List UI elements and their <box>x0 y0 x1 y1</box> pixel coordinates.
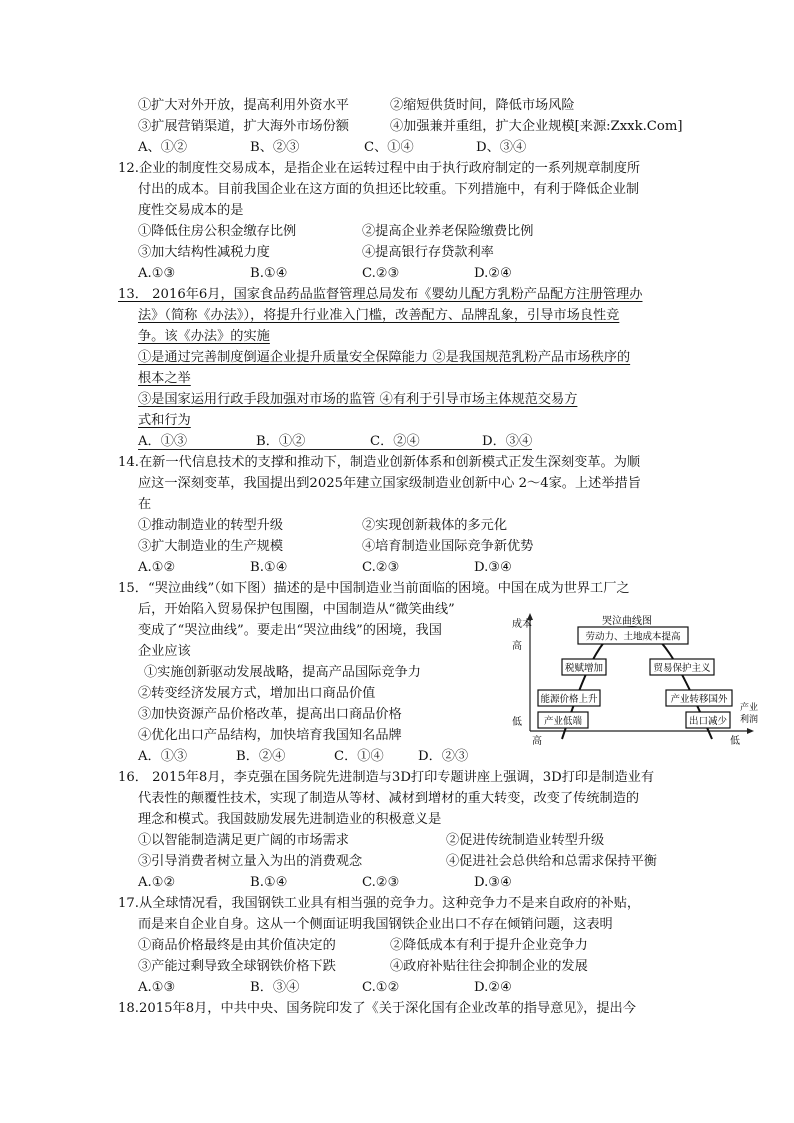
q17-stem-line-2: 而是来自企业自身。这从一个侧面证明我国钢铁企业出口不存在倾销问题，这表明 <box>138 917 613 932</box>
q12-choice-c: C.②③ <box>362 266 400 281</box>
q11-choice-d: D、③④ <box>476 140 527 155</box>
q12-choice-d: D.②④ <box>474 266 512 281</box>
q13-choice-c: C．②④ <box>370 434 420 449</box>
q16-option-2: ②促进传统制造业转型升级 <box>446 833 605 848</box>
q12-stem-line-1: 12.企业的制度性交易成本，是指企业在运转过程中由于执行政府制定的一系列规章制度所 <box>118 161 641 176</box>
q16-option-1: ①以智能制造满足更广阔的市场需求 <box>138 833 349 848</box>
q14-stem-line-2: 应这一深刻变革，我国提出到2025年建立国家级制造业创新中心 2～4家。上述举措旨 <box>138 476 641 491</box>
q13-choice-b: B．①② <box>256 434 306 449</box>
q13-choices-underline <box>138 449 532 450</box>
q17-option-1: ①商品价格最终是由其价值决定的 <box>138 938 336 953</box>
q16-stem-line-1: 16． 2015年8月，李克强在国务院先进制造与3D打印专题讲座上强调，3D打印是制造业有 <box>118 770 655 785</box>
q17-option-2: ②降低成本有利于提升企业竞争力 <box>390 938 588 953</box>
box-energy-price-label: 能源价格上升 <box>540 694 598 705</box>
q11-choice-a: A、①② <box>138 140 188 155</box>
q17-option-3: ③产能过剩导致全球钢铁价格下跌 <box>138 959 336 974</box>
q17-option-4: ④政府补贴往往会抑制企业的发展 <box>390 959 588 974</box>
box-low-end-industry-label: 产业低端 <box>543 716 583 727</box>
x-axis-low: 低 <box>730 736 740 747</box>
q13-option-line-4: 式和行为 <box>138 413 191 428</box>
q14-option-1: ①推动制造业的转型升级 <box>138 518 284 533</box>
q16-stem-line-3: 理念和模式。我国鼓励发展先进制造业的积极意义是 <box>138 812 442 827</box>
box-tax-increase-label: 税赋增加 <box>564 663 604 674</box>
q15-stem-line-1: 15．“哭泣曲线”（如下图）描述的是中国制造业当前面临的困境。中国在成为世界工厂之 <box>118 581 630 596</box>
q12-option-2: ②提高企业养老保险缴费比例 <box>362 224 534 239</box>
q11-option-2: ②缩短供货时间，降低市场风险 <box>390 98 575 113</box>
q14-option-3: ③扩大制造业的生产规模 <box>138 539 284 554</box>
q18-stem-line-1: 18.2015年8月，中共中央、国务院印发了《关于深化国有企业改革的指导意见》，提出今 <box>118 1001 636 1016</box>
q17-choice-a: A.①③ <box>138 980 176 995</box>
q11-option-1: ①扩大对外开放，提高利用外资水平 <box>138 98 349 113</box>
box-labor-land-cost-label: 劳动力、土地成本提高 <box>585 631 681 643</box>
x-axis-arrow <box>747 728 754 734</box>
q15-option-1: ①实施创新驱动发展战略，提高产品国际竞争力 <box>144 665 421 680</box>
q16-choice-d: D.③④ <box>474 875 512 890</box>
x-axis-label-2: 利润 <box>740 715 759 725</box>
q17-choice-d: D.②④ <box>474 980 512 995</box>
q12-stem-line-3: 度性交易成本的是 <box>138 203 244 218</box>
q17-stem-line-1: 17.从全球情况看，我国钢铁工业具有相当强的竞争力。这种竞争力不是来自政府的补贴， <box>118 896 641 911</box>
q15-stem-line-3: 变成了“哭泣曲线”。要走出“哭泣曲线”的困境，我国 <box>138 623 442 638</box>
q11-choice-b: B、②③ <box>250 140 300 155</box>
box-export-decrease-label: 出口减少 <box>688 716 728 727</box>
q17-choice-c: C.①② <box>362 980 400 995</box>
q15-stem-line-2: 后，开始陷入贸易保护包围圈，中国制造从“微笑曲线” <box>138 602 455 617</box>
q13-option-line-1: ①是通过完善制度倒逼企业提升质量安全保障能力 ②是我国规范乳粉产品市场秩序的 <box>138 350 631 365</box>
box-industry-transfer-label: 产业转移国外 <box>670 694 728 705</box>
q11-option-4: ④加强兼并重组，扩大企业规模[来源:Zxxk.Com] <box>390 119 683 134</box>
q12-option-1: ①降低住房公积金缴存比例 <box>138 224 297 239</box>
q15-choice-d: D．②③ <box>418 749 469 764</box>
x-axis-high: 高 <box>532 736 542 747</box>
x-axis-label-1: 产业 <box>740 703 759 713</box>
y-axis-low: 低 <box>512 717 522 728</box>
q15-choice-c: C．①④ <box>334 749 384 764</box>
q14-stem-line-3: 在 <box>138 497 152 512</box>
q16-stem-line-2: 代表性的颠覆性技术，实现了制造从等材、减材到增材的重大转变，改变了传统制造的 <box>138 791 640 806</box>
q12-stem-line-2: 付出的成本。目前我国企业在这方面的负担还比较重。下列措施中，有利于降低企业制 <box>138 182 640 197</box>
q16-choice-b: B.①④ <box>250 875 288 890</box>
q14-choice-c: C.②③ <box>362 560 400 575</box>
q15-option-3: ③加快资源产品价格改革，提高出口商品价格 <box>138 707 402 722</box>
q12-option-4: ④提高银行存贷款利率 <box>362 245 494 260</box>
q16-option-3: ③引导消费者树立量入为出的消费观念 <box>138 854 363 869</box>
q13-stem-line-2: 法》（简称《办法》），将提升行业准入门槛，改善配方、品牌乱象，引导市场良性竞 <box>138 308 620 323</box>
q12-choice-b: B.①④ <box>250 266 288 281</box>
q11-choice-c: C、①④ <box>364 140 414 155</box>
q16-choice-c: C.②③ <box>362 875 400 890</box>
diagram-title: 哭泣曲线图 <box>602 616 652 627</box>
q16-choice-a: A.①② <box>138 875 176 890</box>
q16-option-4: ④促进社会总供给和总需求保持平衡 <box>446 854 657 869</box>
q13-choice-a: A．①③ <box>138 434 188 449</box>
y-axis-high: 高 <box>512 641 522 652</box>
q14-stem-line-1: 14.在新一代信息技术的支撑和推动下，制造业创新体系和创新模式正发生深刻变革。为顺 <box>118 455 641 470</box>
q14-option-4: ④培育制造业国际竞争新优势 <box>362 539 534 554</box>
crying-curve-diagram <box>508 611 770 747</box>
q14-choice-b: B.①④ <box>250 560 288 575</box>
q12-option-3: ③加大结构性减税力度 <box>138 245 270 260</box>
q13-option-line-2: 根本之举 <box>138 371 191 386</box>
q13-option-line-3: ③是国家运用行政手段加强对市场的监管 ④有利于引导市场主体规范交易方 <box>138 392 578 407</box>
q12-choice-a: A.①③ <box>138 266 176 281</box>
q13-choice-d: D．③④ <box>482 434 533 449</box>
q15-choice-b: B．②④ <box>236 749 286 764</box>
q13-stem-line-3: 争。该《办法》的实施 <box>138 329 270 344</box>
q14-choice-d: D.③④ <box>474 560 512 575</box>
q15-option-4: ④优化出口产品结构，加快培育我国知名品牌 <box>138 728 402 743</box>
y-axis-label: 成本 <box>512 619 532 630</box>
q14-option-2: ②实现创新栽体的多元化 <box>362 518 508 533</box>
box-trade-protectionism-label: 贸易保护主义 <box>653 663 711 674</box>
q17-choice-b: B．③④ <box>250 980 300 995</box>
q15-option-2: ②转变经济发展方式，增加出口商品价值 <box>138 686 376 701</box>
q14-choice-a: A.①② <box>138 560 176 575</box>
q11-option-3: ③扩展营销渠道，扩大海外市场份额 <box>138 119 349 134</box>
q15-stem-line-4: 企业应该 <box>138 644 191 659</box>
q15-choice-a: A．①③ <box>138 749 188 764</box>
q13-stem-line-1: 13． 2016年6月，国家食品药品监督管理总局发布《婴幼儿配方乳粉产品配方注册管理办 <box>118 287 643 302</box>
